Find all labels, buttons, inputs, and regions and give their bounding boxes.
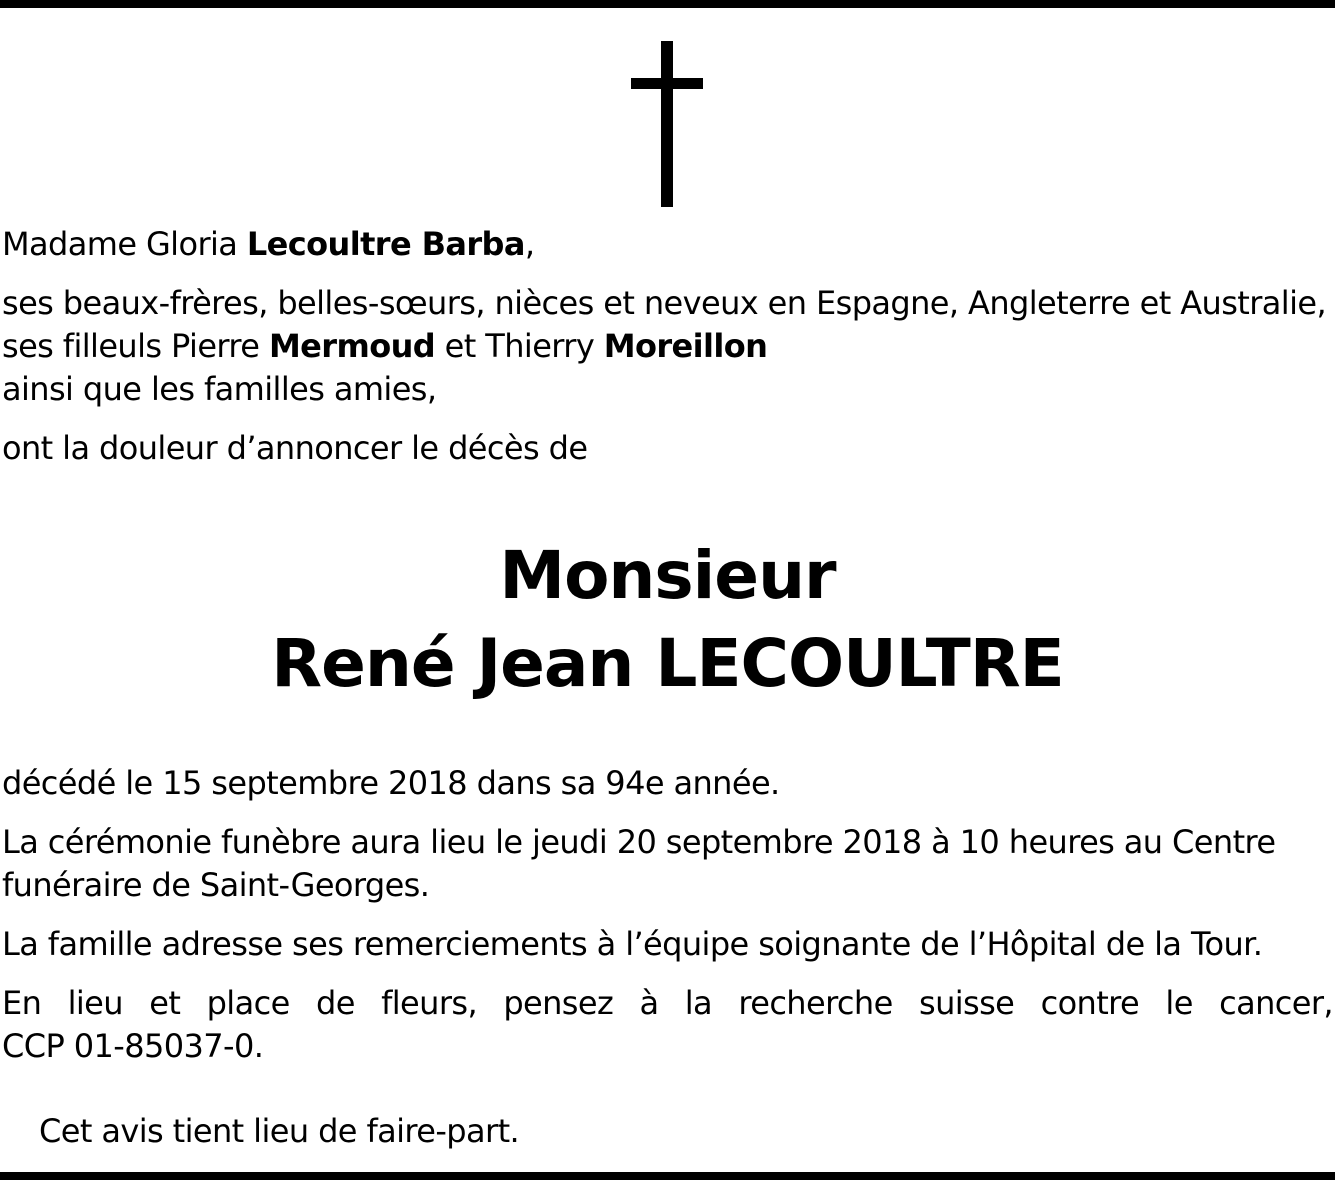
intro-line-godchildren: ses filleuls Pierre Mermoud et Thierry Moreillon [2,327,768,365]
intro-line-friends: ainsi que les familles amies, [2,370,437,408]
top-rule [0,0,1335,8]
intro-line-spouse: Madame Gloria Lecoultre Barba, [2,225,535,263]
cross-icon [631,41,703,207]
death-date-line: décédé le 15 septembre 2018 dans sa 94e année. [2,764,780,802]
donation-line-2: CCP 01-85037-0. [2,1027,264,1065]
bottom-rule [0,1172,1335,1180]
intro-line-relatives: ses beaux-frères, belles-sœurs, nièces et neveux en Espagne, Angleterre et Australie, [2,284,1327,322]
deceased-title: Monsieur [499,537,836,614]
thanks-line: La famille adresse ses remerciements à l’équipe soignante de l’Hôpital de la Tour. [2,925,1263,963]
deceased-name: René Jean LECOULTRE [271,625,1064,702]
ceremony-line-1: La cérémonie funèbre aura lieu le jeudi 20 septembre 2018 à 10 heures au Centre [2,823,1276,861]
announcement-line: ont la douleur d’annoncer le décès de [2,429,588,467]
ceremony-line-2: funéraire de Saint-Georges. [2,866,430,904]
closing-line: Cet avis tient lieu de faire-part. [39,1112,520,1150]
donation-line-1: En lieu et place de fleurs, pensez à la recherche suisse contre le cancer, [2,984,1333,1022]
